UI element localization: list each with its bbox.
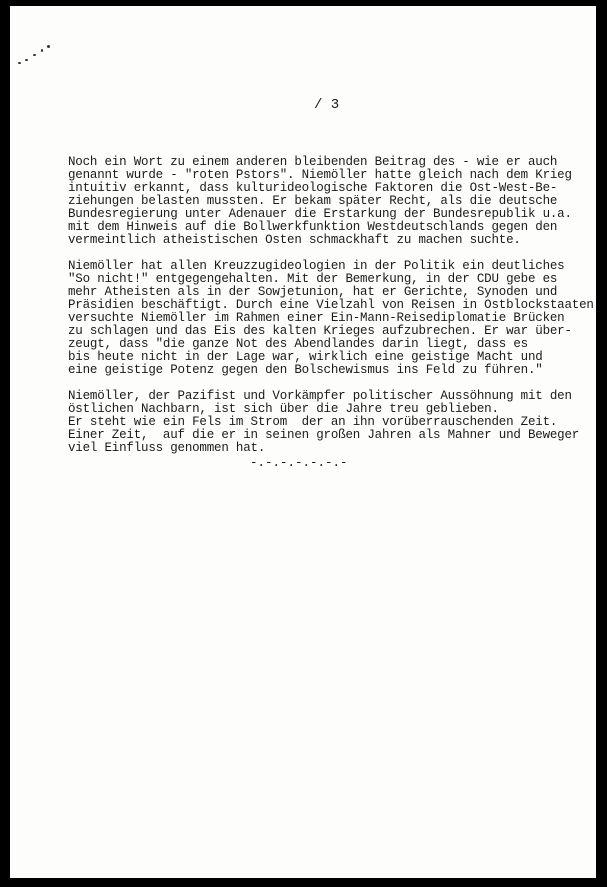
- text-line: intuitiv erkannt, dass kulturideologische Faktoren die Ost-West-Be-: [68, 181, 558, 195]
- text-line: viel Einfluss genommen hat.: [68, 441, 266, 455]
- paragraph-2: [68, 259, 594, 377]
- document-page: [10, 6, 596, 878]
- scan-marks: [16, 42, 56, 72]
- text-line: Noch ein Wort zu einem anderen bleibenden Beitrag des - wie er auch: [68, 155, 558, 169]
- paragraph-1: [68, 156, 588, 247]
- text-line: mehr Atheisten als in der Sowjetunion, hat er Gerichte, Synoden und: [68, 285, 558, 299]
- text-line: Er steht wie ein Fels im Strom der an ihn vorüberrauschenden Zeit.: [68, 415, 558, 429]
- text-line: zu schlagen und das Eis des kalten Krieges aufzubrechen. Er war über-: [68, 324, 572, 338]
- text-line: eine geistige Potenz gegen den Bolschewismus ins Feld zu führen.": [68, 363, 543, 377]
- text-line: genannt wurde - "roten Pstors". Niemöller hatte gleich nach dem Krieg: [68, 168, 572, 182]
- text-line: zeugt, dass "die ganze Not des Abendlandes darin liegt, dass es: [68, 337, 528, 351]
- text-line: bis heute nicht in der Lage war, wirklich eine geistige Macht und: [68, 350, 543, 364]
- text-line: ziehungen belasten mussten. Er bekam später Recht, als die deutsche: [68, 194, 558, 208]
- text-line: Niemöller, der Pazifist und Vorkämpfer politischer Aussöhnung mit den: [68, 389, 572, 403]
- text-line: östlichen Nachbarn, ist sich über die Jahre treu geblieben.: [68, 402, 499, 416]
- page-number: / 3: [314, 97, 340, 113]
- text-line: "So nicht!" entgegengehalten. Mit der Bemerkung, in der CDU gebe es: [68, 272, 558, 286]
- text-line: versuchte Niemöller im Rahmen einer Ein-Mann-Reisediplomatie Brücken: [68, 311, 565, 325]
- closing-mark: -.-.-.-.-.-.-: [250, 456, 348, 470]
- paragraph-3: [68, 390, 588, 455]
- text-line: Präsidien beschäftigt. Durch eine Vielzahl von Reisen in Ostblockstaaten: [68, 298, 594, 312]
- body-text: [68, 155, 594, 468]
- text-line: Bundesregierung unter Adenauer die Erstarkung der Bundesrepublik u.a.: [68, 207, 572, 221]
- text-line: Niemöller hat allen Kreuzzugideologien in der Politik ein deutliches: [68, 259, 565, 273]
- text-line: Einer Zeit, auf die er in seinen großen Jahren als Mahner und Beweger: [68, 428, 580, 442]
- text-line: vermeintlich atheistischen Osten schmackhaft zu machen suchte.: [68, 233, 521, 247]
- text-line: mit dem Hinweis auf die Bollwerkfunktion Westdeutschlands gegen den: [68, 220, 558, 234]
